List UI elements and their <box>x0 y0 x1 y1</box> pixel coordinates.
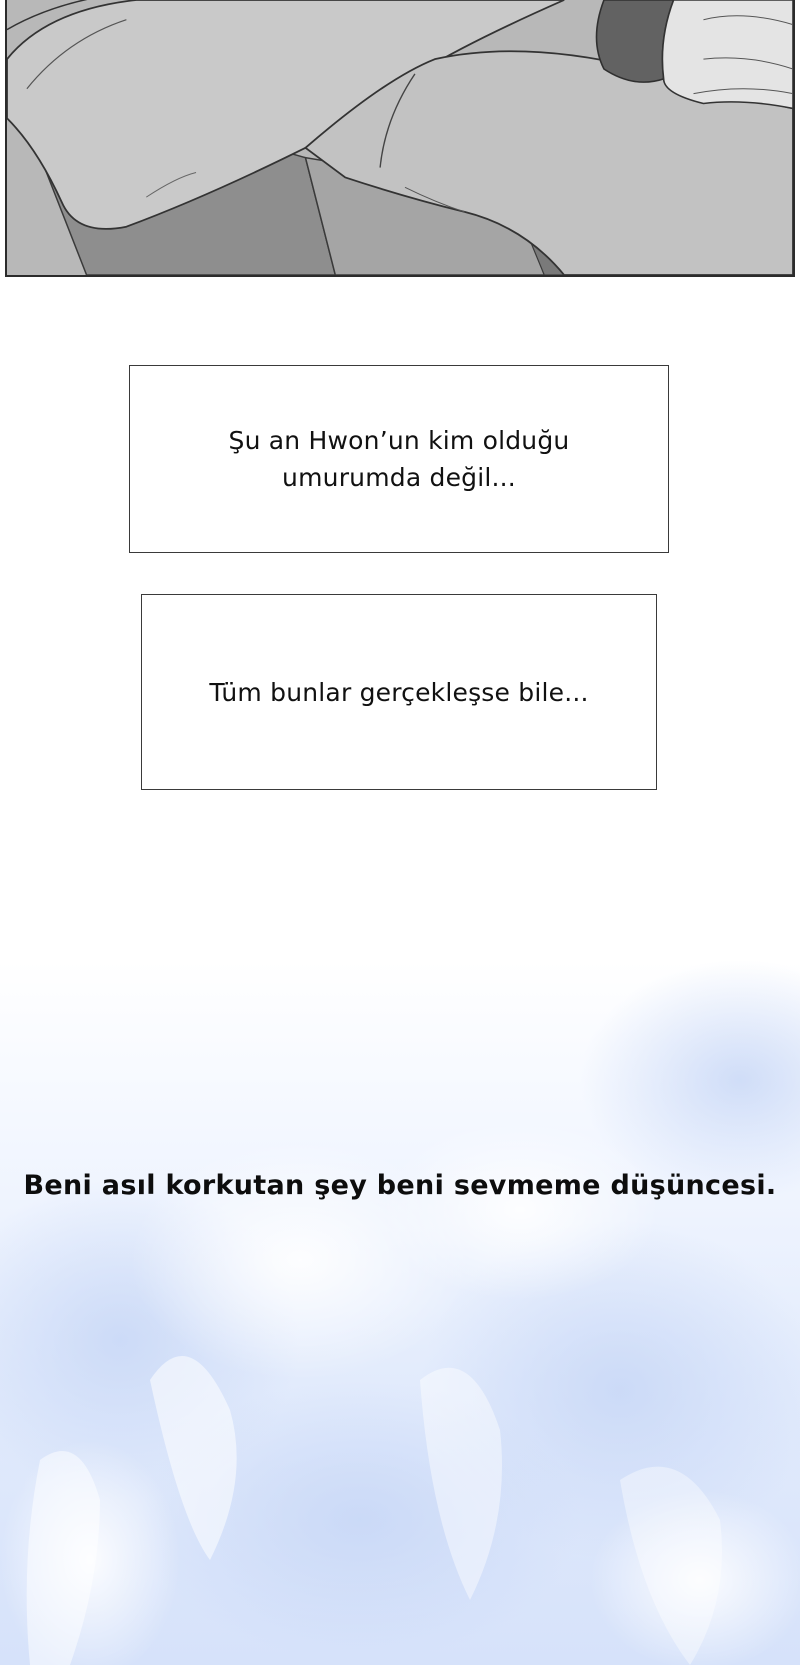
top-illustration-panel <box>5 0 795 277</box>
caption-box-1 <box>129 365 669 553</box>
soft-blue-background <box>0 960 800 1665</box>
caption-text-1: Şu an Hwon’un kim olduğu umurumda değil... <box>228 426 570 492</box>
main-narration-text: Beni asıl korkutan şey beni sevmeme düşüncesi. <box>23 1170 777 1201</box>
caption-text-2: Tüm bunlar gerçekleşse bile... <box>209 677 589 707</box>
caption-box-2 <box>141 594 657 790</box>
arms-illustration <box>7 0 793 275</box>
bottom-blue-scene <box>0 960 800 1665</box>
